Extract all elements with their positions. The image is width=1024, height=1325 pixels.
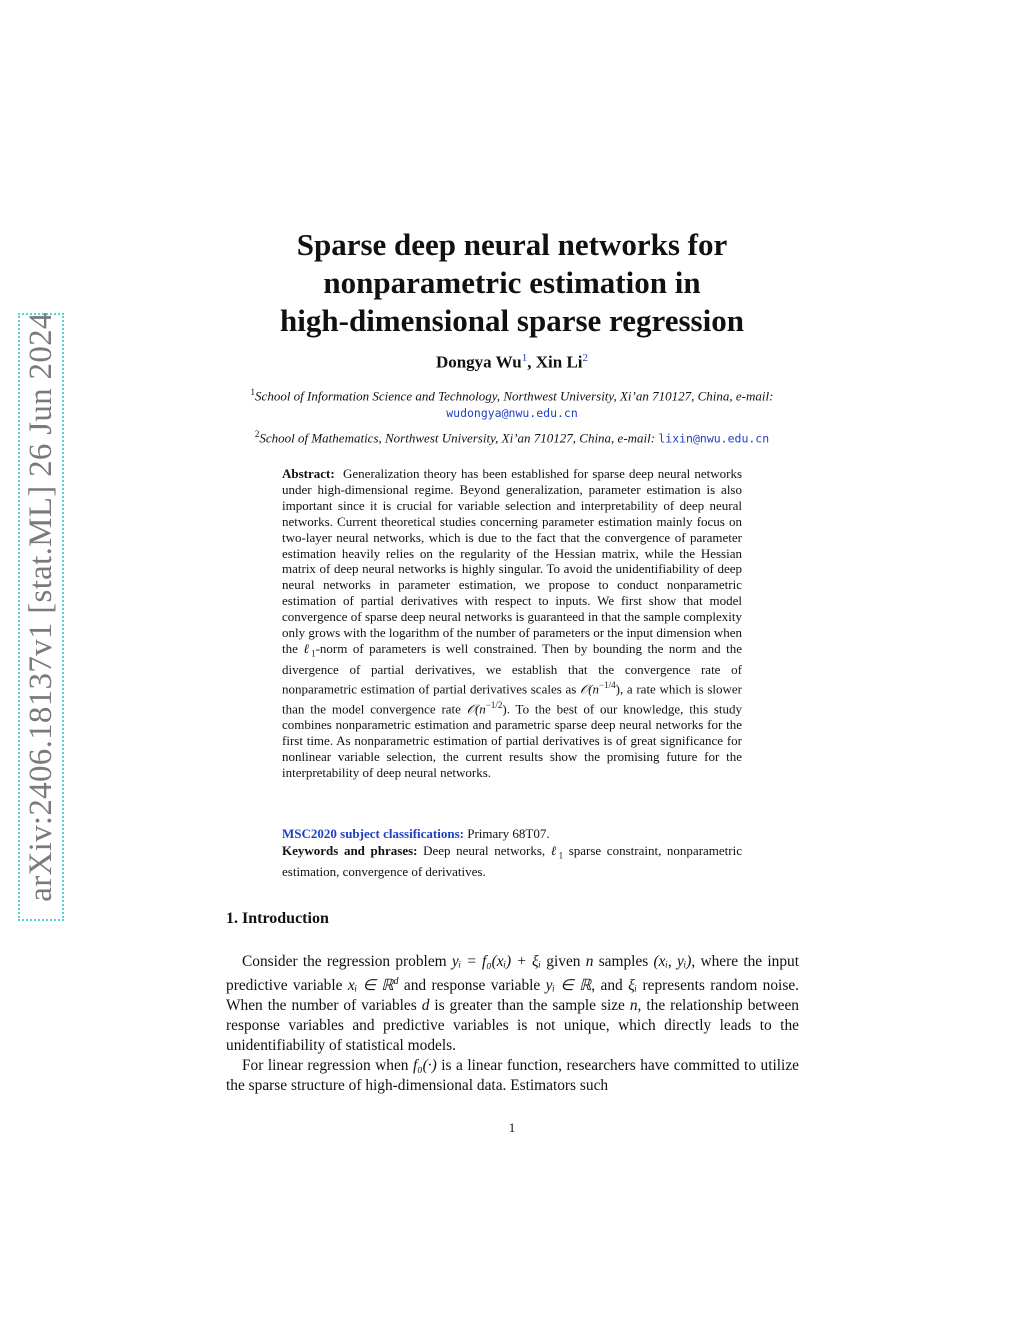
page-number: 1 bbox=[508, 1120, 516, 1135]
text: is greater than the sample size bbox=[429, 997, 630, 1015]
abstract-text: Generalization theory has been established for sparse deep neural networks under high-dimensional regime. Beyond generalization, parameter estimation is also important since it is crucial for variable selection and interpretability of deep neural networks. Current theoretical studies concerning parameter estimation mainly focus on two-layer neural networks, which is due to the fact that the convergence of parameter estimation heavily relies on the regularity of the Hessian matrix, while the Hessian matrix of deep neural networks is highly singular. To avoid the unidentifiability of deep neural networks in parameter estimation, we propose to conduct nonparametric estimation of partial derivatives with respect to inputs. We first show that model convergence of sparse deep neural networks is guaranteed in that the sample complexity only grows with the logarithm of the number of parameters or the input dimension when the bbox=[282, 466, 743, 656]
affiliation-1 bbox=[230, 384, 794, 422]
math-rate: 𝒪(n bbox=[466, 700, 486, 716]
abstract-label: Abstract: bbox=[282, 466, 335, 481]
msc-link[interactable]: MSC2020 subject classifications: bbox=[282, 826, 464, 841]
math-var: f₀(·) bbox=[413, 1057, 437, 1075]
math-exp: −1/4 bbox=[599, 680, 616, 691]
text: samples bbox=[593, 953, 654, 970]
math-var: xᵢ ∈ ℝ bbox=[347, 977, 394, 995]
arxiv-stamp: arXiv:2406.18137v1 [stat.ML] 26 Jun 2024 bbox=[23, 312, 59, 902]
text: Consider the regression problem bbox=[242, 953, 452, 970]
math-var: n bbox=[585, 953, 594, 970]
msc-classification bbox=[282, 826, 742, 842]
text: For linear regression when bbox=[242, 1057, 413, 1075]
email-link[interactable]: wudongya@nwu.edu.cn bbox=[446, 406, 578, 421]
math-sub: 1 bbox=[558, 850, 564, 861]
text: given bbox=[541, 953, 586, 970]
math-var: d bbox=[421, 997, 430, 1015]
affil-text: School of Mathematics, Northwest University, Xi’an 710127, China, e-mail: bbox=[259, 430, 659, 446]
math-var: yᵢ ∈ ℝ bbox=[545, 977, 592, 995]
author-separator: , bbox=[527, 352, 536, 372]
math-sub: 1 bbox=[311, 648, 316, 659]
paragraph bbox=[226, 1056, 799, 1096]
keywords-text: Deep neural networks, bbox=[417, 843, 551, 858]
author-affil-mark[interactable]: 2 bbox=[582, 352, 589, 364]
math-l1: ℓ bbox=[303, 640, 312, 656]
keywords-label: Keywords and phrases: bbox=[282, 843, 418, 858]
text: represents random noise. When the number of variables bbox=[226, 977, 799, 1015]
author-list bbox=[230, 352, 794, 373]
abstract-text: ), a rate which is slower than the model convergence rate bbox=[282, 681, 742, 716]
math-l1: ℓ bbox=[550, 843, 559, 858]
author-name: Dongya Wu bbox=[435, 352, 522, 372]
text: , and bbox=[591, 977, 629, 995]
affil-mark: 1 bbox=[250, 387, 256, 397]
intro-body bbox=[226, 952, 799, 1096]
math-var: n bbox=[629, 997, 638, 1015]
text: , where the input predictive variable bbox=[226, 953, 800, 995]
keywords-text: sparse constraint, nonparametric estimation, convergence of derivatives. bbox=[282, 843, 743, 879]
text: and response variable bbox=[398, 977, 546, 995]
section-heading: 1. Introduction bbox=[226, 910, 329, 927]
math-eq: yᵢ = f₀(xᵢ) + ξᵢ bbox=[451, 953, 542, 970]
text: , the relationship between response variables and predictive variables is not unique, which directly leads to the unidentifiability of statistical models. bbox=[226, 997, 799, 1055]
math-rate: 𝒪(n bbox=[580, 681, 600, 697]
text: is a linear function, researchers have committed to utilize the sparse structure of high-dimensional data. Estimators such bbox=[226, 1057, 799, 1095]
author-affil-mark[interactable]: 1 bbox=[521, 352, 528, 364]
abstract-text: ). To the best of our knowledge, this study combines nonparametric estimation and parametric sparse deep neural networks for the first time. As nonparametric estimation of partial derivatives is of great significance for nonlinear variable selection, the current results show the promising future for the interpretability of deep neural networks. bbox=[282, 700, 742, 780]
abstract-text: -norm of parameters is well constrained. Then by bounding the norm and the divergence of partial derivatives, we establish that the convergence rate of nonparametric estimation of partial derivatives scales as bbox=[282, 640, 742, 697]
paper-title bbox=[230, 226, 794, 340]
abstract bbox=[282, 466, 742, 780]
email-link[interactable]: lixin@nwu.edu.cn bbox=[658, 431, 770, 446]
title-line-1: Sparse deep neural networks for bbox=[296, 227, 728, 262]
affil-text: School of Information Science and Technology, Northwest University, Xi’an 710127, China, e-mail: bbox=[255, 388, 774, 404]
title-line-3: high-dimensional sparse regression bbox=[280, 303, 744, 338]
affiliation-2 bbox=[230, 426, 794, 447]
keywords bbox=[282, 843, 742, 880]
author-name: Xin Li bbox=[535, 352, 583, 372]
title-line-2: nonparametric estimation in bbox=[323, 265, 701, 300]
math-exp: d bbox=[393, 976, 399, 987]
affil-mark: 2 bbox=[254, 429, 260, 439]
msc-value: Primary 68T07. bbox=[464, 826, 550, 841]
math-exp: −1/2 bbox=[485, 699, 503, 710]
math-pair: (xᵢ, yᵢ) bbox=[653, 953, 692, 970]
paragraph bbox=[226, 952, 799, 1056]
math-var: ξᵢ bbox=[628, 977, 638, 995]
